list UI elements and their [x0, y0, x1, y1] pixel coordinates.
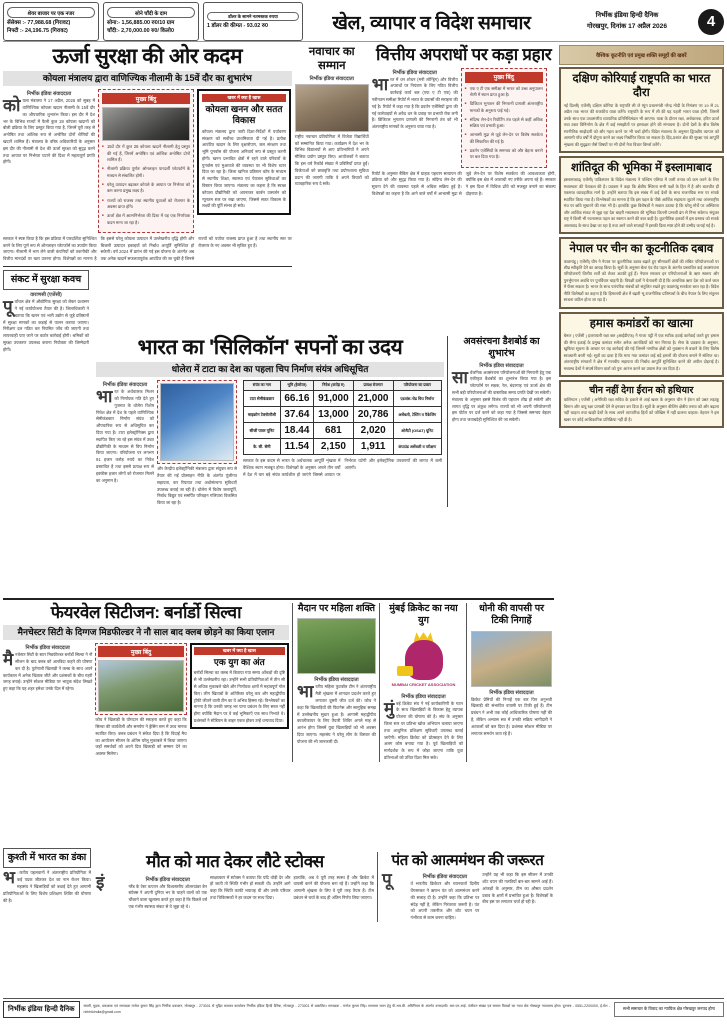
th-name: संयंत्र का नाम [244, 381, 281, 391]
finance-fact-box [461, 68, 547, 168]
article-korea-visit [559, 67, 724, 153]
gold-silver-box [103, 2, 199, 41]
cell-type: एडवांस-नोड चिप निर्माण [393, 390, 441, 406]
page-footer [3, 998, 724, 1018]
fact-item: ■ संदिग्ध लेन-देन रिपोर्टिंग तंत्र पहले से कहीं अधिक सक्रिय एवं प्रभावी हुआ। [465, 117, 543, 130]
article-pant [377, 852, 553, 922]
article-wrestling [3, 848, 91, 904]
article-dhoni [466, 603, 552, 762]
coal-mine-photo [102, 107, 190, 141]
dhoni-photo [471, 631, 552, 687]
silicon-byline: निर्भीक इंडिया संवाददाता [102, 382, 148, 389]
energy-byline: निर्भीक इंडिया संवाददाता [26, 91, 72, 98]
korea-title: दक्षिण कोरियाई राष्ट्रपति का भारत दौरा [572, 73, 711, 100]
silver-row: चाँदी:- 2,70,000.00 रु0/ किलो0 [107, 27, 174, 34]
fact-box-title: मुख्य बिंदु [98, 646, 183, 657]
side-box-title: कोयला खनन और सतत विकास [205, 104, 283, 126]
table-body [244, 390, 442, 454]
gold-row: सोना:- 1,56,885.00 रु0/10 ग्राम [107, 19, 175, 26]
women-sport-byline: निर्भीक इंडिया संवाददाता [314, 677, 359, 684]
iran-body: वाशिंगटन | एजेंसी | अमेरिकी रक्षा सचिव के हवाले से आई खबर के अनुसार चीन ने ईरान को उन्नत लड़ाकू विमान और वायु रक्षा प्रणाली देने से इनकार कर दिया है। सूत्रों के अनुसार बीजिंग क्षेत्रीय तनाव को और बढ़ाना नहीं चाहता तथा खाड़ी देशों के साथ अपने व्यापारिक हितों को जोखिम में नहीं डालना चाहता। तेहरान ने इस खबर पर कोई आधिकारिक प्रतिक्रिया नहीं दी है। [563, 397, 719, 422]
women-sport-title: मैदान पर महिला शक्ति [297, 603, 376, 614]
silicon-body2: सरकार के इस कदम से भारत के अर्धचालक आपूर्ति शृंखला में वैश्विक स्थान मजबूत होगा। विशेषज्ञों के अनुसार अगले तीन वर्षों में देश में चार बड़े संयंत्र कार्यशील हो जाएंगे जिससे आयात पर निर्भरता घटेगी और इलेक्ट्रॉनिक उपकरणों की लागत में कमी आएगी। [243, 457, 442, 477]
women-sport-dropcap: भा [297, 682, 314, 702]
th-investment: निवेश (करोड़ रु) [313, 381, 353, 391]
article-nepal-china [559, 237, 724, 309]
side-box-tag: खबर में क्या है खास [202, 94, 286, 102]
share-market-title: शेयर बाजार पर एक नजर [7, 7, 95, 18]
iran-title: चीन नहीं देगा ईरान को हथियार [589, 385, 694, 396]
wrestling-title: कुश्ती में भारत का डंका [7, 852, 87, 863]
fact-item: ■ प्रवर्तन एजेंसियों के समन्वय को और बेहतर बनाने पर बल दिया गया है। [465, 148, 543, 161]
cell-land: 18.44 [280, 422, 313, 438]
infra-dropcap: सा [452, 367, 468, 387]
cell-jobs: 2,020 [353, 422, 393, 438]
dollar-rate-value: 1 डॉलर की कीमत - 93.02 रु0 [207, 22, 268, 29]
infra-body: सार्वजनिक अवसंरचना परियोजनाओं की निगरानी हेतु एक एकीकृत डैशबोर्ड का शुभारंभ किया गया है। इस प्लेटफॉर्म पर सड़क, रेल, बंदरगाह एवं ऊर्जा क्षेत्र की सभी बड़ी परियोजनाओं की वास्तविक समय प्रगति देखी जा सकेगी। मंत्रालय के अनुसार इससे विलंब की पहचान शीघ्र हो सकेगी और लागत वृद्धि पर अंकुश लगेगा। राज्यों को भी अपनी परियोजनाएँ इस पोर्टल पर दर्ज करने को कहा गया है जिससे समन्वय बेहतर होगा तथा जवाबदेही सुनिश्चित की जा सकेगी। [452, 367, 551, 423]
cell-land: 11.54 [280, 438, 313, 454]
th-land: भूमि (हेक्टेयर) [280, 381, 313, 391]
finance-dropcap: भा [371, 74, 389, 94]
fact-item: ■ आभासी मुद्रा से जुड़े लेन-देन पर विशेष सतर्कता की सिफारिश की गई है। [465, 132, 543, 145]
security-body: पूर्वांचल क्षेत्र में औद्योगिक सुरक्षा को लेकर प्रशासन ने नई कार्ययोजना तैयार की है। जिलाधिकारी ने बताया कि खनन एवं भारी उद्योग से जुड़े प्रतिष्ठानों में सुरक्षा मानकों का कड़ाई से पालन कराया जाएगा। निरीक्षण दल गठित कर नियमित जाँच की जाएगी तथा लापरवाही पाए जाने पर कठोर कार्रवाई होगी। श्रमिकों को सुरक्षा उपकरण उपलब्ध कराना नियोक्ता की जिम्मेदारी होगी। [3, 297, 89, 352]
footer-logo: निर्भीक इंडिया हिन्दी दैनिक [3, 1001, 80, 1018]
fact-item: ■ डिजिटल भुगतान की निगरानी प्रणाली अंतरराष्ट्रीय मानकों के अनुरूप पाई गई। [465, 101, 543, 114]
page-title: खेल, व्यापार व विदेश समाचार [332, 12, 531, 34]
dhoni-title: धोनी की वापसी पर टिकी निगाहें [478, 603, 544, 627]
cell-jobs: 21,000 [353, 390, 393, 406]
pant-body: र्व भारतीय क्रिकेटर और चयनकर्ता दिलीप वेंगसरकर ने ऋषभ पंत को आत्ममंथन करने की सलाह दी है। उन्होंने कहा कि प्रतिभा पर संदेह नहीं है, लेकिन निरंतरता जरूरी है। पंत को अपनी तकनीक और शॉट चयन पर गंभीरता से काम करना चाहिए। [410, 881, 480, 921]
article-farewell-silva [3, 603, 289, 762]
side-box-body: कोयला मंत्रालय द्वारा जारी दिशा-निर्देशों में पर्यावरण संरक्षण को सर्वोच्च प्राथमिकता दी गई है। प्रत्येक आवंटित खदान के लिए वृक्षारोपण, जल संरक्षण तथा भूमि पुनर्वास की योजना अनिवार्य रूप से प्रस्तुत करनी होगी। खनन प्रभावित क्षेत्रों में रहने वाले परिवारों के पुनर्वास एवं मुआवजे की व्यवस्था पर भी विशेष ध्यान दिया जा रहा है। जिला खनिज प्रतिष्ठान कोष के माध्यम से स्थानीय शिक्षा, स्वास्थ्य एवं पेयजल सुविधाओं का विस्तार किया जाएगा। मंत्रालय का कहना है कि स्वच्छ कोयला प्रौद्योगिकी को अपनाकर कार्बन उत्सर्जन को न्यूनतम स्तर पर रखा जाएगा, जिससे सतत विकास के लक्ष्यों की पूर्ति संभव हो सके। [202, 128, 286, 209]
fact-box-title: मुख्य बिंदु [465, 72, 543, 83]
article-stokes [96, 852, 374, 922]
security-byline: वाराणसी (एजेंसी) [30, 292, 62, 299]
cell-investment: 91,000 [313, 390, 353, 406]
finance-byline: निर्भीक इंडिया संवाददाता [392, 69, 437, 76]
cell-type: कंपाउंड असेंबली व परीक्षण [393, 438, 441, 454]
side-box-body: बर्नार्डो सिल्वा का क्लब में बिताया गया समय आँकड़ों की दृष्टि से भी उल्लेखनीय रहा। उन्होंने सभी प्रतियोगिताओं में तीन सौ से अधिक मुकाबले खेले और निर्णायक क्षणों में महत्वपूर्ण गोल किए। लीग खिताबों के अतिरिक्त घरेलू कप और महाद्वीपीय ट्रॉफी जीतने वाली टीम का वे अभिन्न हिस्सा रहे। विश्लेषकों का मानना है कि उनकी जगह भर पाना प्रबंधन के लिए सरल नहीं होगा क्योंकि मैदान पर वे कई भूमिकाएँ एक साथ निभाते थे। प्रशंसकों ने स्टेडियम के बाहर एकत्र होकर उन्हें धन्यवाद दिया। [193, 670, 285, 724]
fact-item: ■ 15वें दौर में कुल 28 कोयला खदानें नीलामी हेतु प्रस्तुत की गई हैं, जिनमें अन्वेषित एवं आंशिक अन्वेषित दोनों शामिल हैं। [102, 144, 190, 164]
energy-headline: ऊर्जा सुरक्षा की ओर कदम [52, 45, 243, 68]
farewell-body: मैनचेस्टर सिटी के स्टार मिडफील्डर बर्नार्डो सिल्वा ने नौ सीजन के बाद क्लब को अलविदा कहने की घोषणा कर दी है। पुर्तगाली खिलाड़ी ने क्लब के साथ अपने कार्यकाल में अनेक खिताब जीते और प्रशंसकों के बीच गहरी जगह बनाई। उन्होंने सोशल मीडिया पर भावुक संदेश लिखते हुए कहा कि यह शहर हमेशा उनके दिल में रहेगा। [3, 650, 93, 692]
article-infra-dashboard [447, 336, 551, 507]
cell-investment: 13,000 [313, 406, 353, 422]
farewell-subhead: मैनचेस्टर सिटी के दिग्गज मिडफील्डर ने नौ साल बाद क्लब छोड़ने का किया एलान [3, 625, 289, 641]
article-women-sport [292, 603, 376, 762]
cell-plant-name: के. सी. सेमी [244, 438, 281, 454]
chip-wafer-photo [160, 383, 234, 461]
infra-title: अवसंरचना डैशबोर्ड का शुभारंभ [463, 336, 540, 360]
article-iran-china [559, 380, 724, 428]
security-title: संकट में सुरक्षा कवच [10, 273, 82, 285]
farewell-headline: फेयरवेल सिटीजन: बर्नार्डो सिल्वा [50, 603, 242, 622]
fact-item: ■ एफ ए टी एफ समीक्षा में भारत को उच्च अनुपालन श्रेणी में स्थान प्राप्त हुआ है। [465, 86, 543, 99]
article-hamas [559, 312, 724, 377]
innovation-and-finance [295, 45, 556, 198]
stokes-headline: मौत को मात देकर लौटे स्टोक्स [146, 852, 324, 871]
cell-jobs: 1,911 [353, 438, 393, 454]
fact-item: ■ घरेलू उत्पादन बढ़ाकर कोयले के आयात पर निर्भरता को कम करना प्रमुख लक्ष्य है। [102, 182, 190, 195]
silicon-dropcap: भा [96, 387, 113, 407]
stokes-body3: हालांकि, अब वे पूरी तरह स्वस्थ हैं और क्रिकेट में वापसी करने की योजना बना रहे हैं। उन्होंने कहा कि आगामी श्रृंखला के लिए वे पूरी तरह तैयार हैं। टीम प्रबंधन से चर्चा के बाद ही अंतिम निर्णय लिया जाएगा। [293, 874, 374, 900]
sensex-row: सेंसेक्स :- 77,988.68 (गिरावट) [7, 19, 71, 26]
energy-side-box [197, 89, 291, 215]
cell-plant-name: सीजी पावर यूनिट [244, 422, 281, 438]
table-row [244, 438, 442, 454]
masthead-right [556, 2, 724, 41]
energy-dropcap: को [3, 96, 21, 116]
pant-body2: उन्होंने यह भी कहा कि इस सीजन में उनकी शॉट चयन की गलतियाँ बार-बार सामने आई हैं। आंकड़ों के अनुसार, टीम का औसत प्रदर्शन दबाव के क्षणों में प्रभावित हुआ है। विशेषज्ञों के बीच इस पर लगातार चर्चा हो रही है। [482, 872, 553, 905]
infra-byline: निर्भीक इंडिया संवाददाता [479, 362, 524, 369]
side-box-tag: खबर में क्या है खास [194, 647, 285, 655]
energy-subhead: कोयला मंत्रालय द्वारा वाणिज्यिक नीलामी के 15वें दौर का शुभारंभ [3, 71, 292, 87]
women-sport-body: भारतीय महिला फुटबॉल टीम ने अंतरराष्ट्रीय मैत्री श्रृंखला में शानदार प्रदर्शन करते हुए लगातार दूसरी जीत दर्ज की। कोच ने कहा कि खिलाड़ियों की फिटनेस और सामूहिक समझ में उल्लेखनीय सुधार हुआ है। आगामी महाद्वीपीय क्वालीफायर के लिए तैयारी शिविर अगले माह से आरंभ होगा जिसमें युवा खिलाड़ियों को भी अवसर दिया जाएगा। महासंघ ने घरेलू लीग के विस्तार की योजना की भी जानकारी दी। [297, 682, 376, 744]
pant-dropcap: पू [382, 870, 392, 890]
footer-jurisdiction: सभी समाचार के विवाद का न्यायिक क्षेत्र गोरखपुर जनपद होगा [614, 1002, 724, 1016]
bottom-band [96, 852, 554, 922]
islamabad-title: शांतिदूत की भूमिका में इस्लामाबाद [571, 162, 712, 175]
fact-list [102, 144, 190, 226]
lion-icon [405, 640, 443, 680]
innovation-title: नवाचार का सम्मान [308, 46, 355, 73]
silicon-body: भारत के अर्धचालक मिशन को निर्णायक गति देते हुए गुजरात के धोलेरा विशेष निवेश क्षेत्र में देश के पहले वाणिज्यिक सेमीकंडक्टर निर्माण संयंत्र को औपचारिक रूप से अधिसूचित कर दिया गया है। टाटा इलेक्ट्रॉनिक्स द्वारा स्थापित किए जा रहे इस संयंत्र में उन्नत प्रौद्योगिकी के माध्यम से चिप निर्माण किया जाएगा। परियोजना पर लगभग 91 हजार करोड़ रुपये का निवेश प्रस्तावित है तथा इससे प्रत्यक्ष रूप से इक्कीस हजार लोगों को रोजगार मिलने का अनुमान है। [96, 387, 154, 483]
table-header-row [244, 381, 442, 391]
article-energy-security [3, 45, 292, 263]
hamas-title: हमास कमांडरों का खात्मा [589, 317, 693, 330]
th-jobs: प्रत्यक्ष रोजगार [353, 381, 393, 391]
th-type: परियोजना का प्रकार [393, 381, 441, 391]
innovation-photo [295, 84, 369, 132]
hamas-body: बेरूत | एजेंसी | इजरायली रक्षा बल (आईडीएफ) ने गाजा पट्टी में एक सटीक हवाई कार्रवाई करते हुए हमास की सैन्य इकाई के प्रमुख कमांडर समेत अनेक आतंकियों को मार गिराया है। सेना के प्रवक्ता के अनुसार, खुफिया सूचना के आधार पर यह कार्रवाई की गई जिसमें नागरिक क्षेत्रों को नुकसान से बचाने के लिए विशेष सावधानी बरती गई। सूत्रों का दावा है कि मारा गया कमांडर कई बड़े हमलों की योजना बनाने में संलिप्त था। अंतरराष्ट्रीय संगठनों ने क्षेत्र में मानवीय सहायता की निर्बाध आपूर्ति सुनिश्चित करने की अपील दोहराई है। मध्यस्थ देशों ने संघर्ष विराम वार्ता को पुनः आरंभ करने का प्रयास तेज कर दिया है। [563, 333, 719, 371]
dhoni-byline: निर्भीक इंडिया संवाददाता [489, 689, 534, 696]
nifty-row: निफ्टी :- 24,196.75 (गिरावट) [7, 27, 68, 34]
energy-body-continued: सरकार ने स्पष्ट किया है कि इस प्रक्रिया में पारदर्शिता सुनिश्चित करने के लिए पूर्ण रूप से ऑनलाइन प्लेटफॉर्म का उपयोग किया जाएगा। नीलामी में भाग लेने वाली कंपनियों को तकनीकी और वित्तीय मानदंडों पर खरा उतरना होगा। विशेषज्ञों का मानना है कि इससे घरेलू कोयला उत्पादन में उल्लेखनीय वृद्धि होगी और बिजली उत्पादन इकाइयों को निर्बाध आपूर्ति सुनिश्चित हो सकेगी। वर्ष 2024 में प्रारंभ की गई इस योजना के अंतर्गत अब तक अनेक खदानें सफलतापूर्वक आवंटित की जा चुकी हैं जिनसे राज्यों को पर्याप्त राजस्व प्राप्त हुआ है तथा स्थानीय स्तर पर रोजगार के नए अवसर भी सृजित हुए हैं। [3, 235, 292, 262]
korea-body: नई दिल्ली| एजेंसी| दक्षिण कोरिया के राष्ट्रपति ली जे म्युंग प्रधानमंत्री नरेन्द्र मोदी के निमंत्रण पर 19 से 21 अप्रैल तक भारत की राजकीय यात्रा करेंगे। राष्ट्रपति के रूप में ली की यह पहली भारत यात्रा होगी, जिसमें उनके साथ एक उच्चस्तरीय व्यापारिक प्रतिनिधिमंडल भी आएगा। यात्रा के दौरान रक्षा, अर्धचालक, हरित ऊर्जा तथा उन्नत विनिर्माण के क्षेत्र में कई समझौतों पर हस्ताक्षर होने की संभावना है। दोनों देशों के बीच विशेष रणनीतिक साझेदारी को और गहरा करने पर भी चर्चा होगी। विदेश मंत्रालय के अनुसार द्विपक्षीय व्यापार को आगामी पाँच वर्षों में दोगुना करने का लक्ष्य निर्धारित किया जा सकता है। हिंद-प्रशांत क्षेत्र की सुरक्षा एवं आपूर्ति शृंखला की सुदृढ़ता जैसे विषयों पर भी दोनों नेता विचार विमर्श करेंगे। [563, 102, 719, 147]
fact-box-title: मुख्य बिंदु [102, 93, 190, 104]
farewell-dropcap: मै [3, 650, 14, 670]
finance-headline: वित्तीय अपराधों पर कड़ा प्रहार [376, 45, 552, 64]
cell-plant-name: टाटा सेमीकंडक्टर [244, 390, 281, 406]
mumbai-cricket-body: मुंबई क्रिकेट संघ ने नई कार्यकारिणी के गठन के साथ खिलाड़ियों के विकास हेतु व्यापक योजना की घोषणा की है। संघ के अनुसार जिला स्तर पर प्रतिभा खोज अभियान चलाया जाएगा तथा आधुनिक प्रशिक्षण सुविधाएँ उपलब्ध कराई जाएँगी। महिला क्रिकेट को प्रोत्साहन देने के लिए अलग कोष बनाया गया है। पूर्व खिलाड़ियों को मार्गदर्शक के रूप में जोड़ा जाएगा ताकि युवा प्रतिभाओं को उचित दिशा मिल सके। [384, 698, 463, 761]
right-column [559, 45, 724, 431]
footer-imprint: स्वामी, मुद्रक, प्रकाशक एवं सम्पादक मनोज कुमार सिंह द्वारा निर्भीक प्रकाशन, गोरखपुर - 273001 से मुद्रित कराकर कार्यालय निर्भीक इंडिया हिन्दी दैनिक, गोरखपुर - 273001 से प्रकाशित। सम्पादक - मनोज कुमार सिंह। समाचार चयन हेतु पी.आर.बी. अधिनियम के अंतर्गत उत्तरदायी। आर.एन.आई. पंजीयन संख्या एवं समस्त विवादों का न्याय क्षेत्र गोरखपुर न्यायालय होगा। दूरभाष - 0551-2200000, ई-मेल - nirbhikindia@gmail.com [83, 1003, 610, 1014]
finance-body: भारत में धन शोधन (मनी लॉन्ड्रिंग) और वित्तीय अपराधों पर नियंत्रण के लिए गठित वित्तीय कार्रवाई कार्य बल (एफ ए टी एफ) की नवीनतम समीक्षा रिपोर्ट में भारत के प्रयासों की सराहना की गई है। रिपोर्ट में कहा गया है कि प्रवर्तन एजेंसियों द्वारा की गई कार्रवाइयों से अवैध धन के प्रवाह पर प्रभावी रोक लगी है। डिजिटल भुगतान प्रणाली की निगरानी तंत्र को भी अंतरराष्ट्रीय मानकों के अनुरूप पाया गया है। [371, 74, 458, 130]
article-mumbai-cricket [379, 603, 463, 762]
innovation-body: राष्ट्रीय नवाचार प्रतियोगिता में विजेता विद्यार्थियों को सम्मानित किया गया। कार्यक्रम में देश भर के विभिन्न विद्यालयों से आए प्रतिभागियों ने अपने मौलिक प्रयोग प्रस्तुत किए। आयोजकों ने बताया कि इस वर्ष रिकॉर्ड संख्या में प्रविष्टियाँ प्राप्त हुईं। विजेताओं को छात्रवृत्ति तथा प्रयोगशाला सुविधा प्रदान की जाएगी ताकि वे अपने विचारों को व्यावहारिक रूप दे सकें। [294, 133, 369, 187]
farewell-byline: निर्भीक इंडिया संवाददाता [25, 645, 70, 652]
stokes-body2: साक्षात्कार में स्टोक्स ने बताया कि यदि थोड़ी देर और हो जाती तो स्थिति गंभीर हो सकती थी। उन्होंने आगे कहा कि स्थिति काफी भयावह थी और उनके परिवार तथा चिकित्सकों ने हर कदम पर साथ दिया। [210, 874, 291, 900]
stokes-byline: निर्भीक इंडिया संवाददाता [145, 876, 190, 883]
paper-name: निर्भीक इंडिया हिन्दी दैनिक [595, 11, 659, 19]
security-dropcap: पू [3, 297, 13, 317]
energy-body: कोयला मंत्रालय ने 17 अप्रैल, 2026 को सुबह में वाणिज्यिक कोयला खदान नीलामी के 15वें दौर का औपचारिक शुभारंभ किया। इस दौर में देश भर के विभिन्न राज्यों में फैली कुल 28 कोयला खदानों को बोली प्रक्रिया के लिए प्रस्तुत किया गया है, जिनमें पूरी तरह से अन्वेषित तथा आंशिक रूप से अन्वेषित दोनों श्रेणियों की खदानें शामिल हैं। मंत्रालय के वरिष्ठ अधिकारियों के अनुसार इस दौर की नीलामी से देश की ऊर्जा सुरक्षा को सुदृढ़ करने तथा आयात पर निर्भरता घटाने की दिशा में महत्वपूर्ण प्रगति होगी। [3, 96, 95, 165]
table-row [244, 406, 442, 422]
farewell-body-continued: कोच ने खिलाड़ी के योगदान की सराहना करते हुए कहा कि सिल्वा की कार्यशैली और समर्पण ने ड्रेसिंग रूम में उच्च मानक स्थापित किए। क्लब प्रबंधन ने संकेत दिया है कि विदाई मैच का आयोजन सीजन के अंतिम घरेलू मुकाबले में किया जाएगा जहाँ समर्थकों को अपने प्रिय खिलाड़ी को सम्मान देने का अवसर मिलेगा। [95, 717, 187, 757]
semiconductor-plants-table [243, 380, 442, 455]
silva-photo-box [95, 643, 186, 715]
article-silicon [96, 336, 554, 507]
share-market-box [3, 2, 99, 41]
silicon-headline: भारत का 'सिलिकॉन' सपनों का उदय [137, 336, 403, 359]
sports-band [3, 598, 554, 762]
table-row [244, 390, 442, 406]
cell-type: ओसैटी (OSAT) यूनिट [393, 422, 441, 438]
gold-silver-title: सोने चाँदी के दाम [107, 7, 195, 18]
stokes-dropcap: इं [96, 872, 105, 892]
cell-investment: 681 [313, 422, 353, 438]
fact-item: ■ ऊर्जा क्षेत्र में आत्मनिर्भरता की दिशा में यह एक निर्णायक कदम माना जा रहा है। [102, 213, 190, 226]
article-innovation [295, 45, 369, 198]
stokes-body: ग्लैंड के टेस्ट कप्तान और विश्वस्तरीय ऑलराउंडर बेन स्टोक्स ने अपनी दुनिया भर के चाहने वालों को एक चौंकाने वाला खुलासा करते हुए कहा है कि पिछले वर्ष एक गंभीर स्वास्थ्य संकट से वे जूझ रहे थे। [128, 883, 207, 909]
fact-item: ■ राज्यों को राजस्व तथा स्थानीय युवाओं को रोजगार के अवसर प्राप्त होंगे। [102, 198, 190, 211]
islamabad-body: इस्लामाबाद| एजेंसी| पाकिस्तान के विदेश मंत्रालय ने पश्चिम एशिया में जारी तनाव को कम करने के लिए मध्यस्थता की पेशकश की है। प्रवक्ता ने कहा कि क्षेत्रीय स्थिरता सभी पक्षों के हित में है और बातचीत ही एकमात्र व्यावहारिक मार्ग है। उन्होंने बताया कि इस संबंध में कई देशों के साथ राजनयिक स्तर पर संपर्क स्थापित किया गया है। विश्लेषकों का मानना है कि इस पहल के पीछे आर्थिक सहायता जुटाने तथा अंतरराष्ट्रीय मंच पर छवि सुधारने की मंशा भी है। हालांकि कुछ विशेषज्ञों ने सवाल उठाया है कि घरेलू मोर्चे पर अस्थिरता और आर्थिक संकट से जूझ रहा देश बाहरी मध्यस्थता की भूमिका कितनी प्रभावी ढंग से निभा सकेगा। संयुक्त राष्ट्र ने किसी भी रचनात्मक पहल का स्वागत करने की बात कही है। कूटनीतिक हलकों में इस प्रस्ताव को सतर्क आशावाद के साथ देखा जा रहा है तथा आने वाले सप्ताहों में इसकी दिशा स्पष्ट होने की उम्मीद जताई गई है। [563, 177, 719, 228]
article-security-shield [3, 270, 89, 354]
article-islamabad [559, 156, 724, 234]
mumbai-cricket-title: मुंबई क्रिकेट का नया युग [389, 603, 458, 627]
cell-type: असेंबली, टेस्टिंग व पैकेजिंग [393, 406, 441, 422]
cell-jobs: 20,786 [353, 406, 393, 422]
mumbai-cricket-dropcap: मुं [384, 698, 395, 718]
cell-investment: 2,150 [313, 438, 353, 454]
farewell-side-box [190, 643, 289, 729]
silva-player-photo [98, 660, 183, 712]
nepal-body: काठमांडू | एजेंसी| चीन ने नेपाल पर कूटनीतिक दबाव बढ़ाते हुए सीमावर्ती क्षेत्रों की लंबित परियोजनाओं पर शीघ्र स्वीकृति देने का आग्रह किया है। सूत्रों के अनुसार बेल्ट एंड रोड पहल के अंतर्गत प्रस्तावित कई अवसंरचना परियोजनाएँ वित्तीय शर्तों को लेकर अटकी हुई हैं। नेपाल सरकार इन परियोजनाओं के ऋण स्वरूप और पुनर्भुगतान अवधि पर पुनर्विचार चाहती है। विपक्षी दलों ने चेतावनी दी है कि अत्यधिक ऋण देश को कर्ज जाल में फँसा सकता है। भारत के साथ पारंपरिक संबंधों को संतुलित रखते हुए काठमांडू सतर्कता बरत रहा है। विदेश नीति विशेषज्ञों का कहना है कि हिमालयी क्षेत्र में बढ़ती भू-राजनीतिक प्रतिस्पर्धा के बीच नेपाल के लिए संतुलन साधना कठिन होता जा रहा है। [563, 258, 719, 303]
fact-list [465, 86, 543, 161]
side-box-title: एक युग का अंत [213, 657, 265, 668]
wrestling-body: भ ारतीय पहलवानों ने अंतरराष्ट्रीय प्रतियोगिता में कई पदक जीतकर देश का नाम रोशन किया। महासंघ ने खिलाड़ियों को बधाई देते हुए आगामी प्रतियोगिताओं के लिए विशेष प्रशिक्षण शिविर की घोषणा की है। [3, 868, 91, 903]
energy-fact-box [98, 89, 194, 233]
finance-body-continued: रिपोर्ट के अनुसार बैंकिंग क्षेत्र में ग्राहक पहचान सत्यापन की प्रक्रिया को और सुदृढ़ किया गया है। संदिग्ध लेन-देन की सूचना देने की व्यवस्था पहले से अधिक सक्रिय हुई है। विशेषज्ञों का कहना है कि आने वाले वर्षों में आभासी मुद्रा से जुड़े लेन-देन पर विशेष सतर्कता की आवश्यकता होगी, क्योंकि इस क्षेत्र में अपराधी नए तरीके अपना रहे हैं। सरकार ने इस दिशा में विधिक ढाँचे को मजबूत बनाने का संकल्प दोहराया है। [371, 170, 556, 196]
nepal-title: नेपाल पर चीन का कूटनीतिक दबाव [569, 243, 714, 256]
silicon-photo-box [157, 380, 237, 464]
cell-land: 37.64 [280, 406, 313, 422]
mca-logo [384, 628, 463, 692]
silicon-body3: और केन्द्रीय इलेक्ट्रॉनिकी मंत्रालय द्वारा संयुक्त रूप से तैयार की गई प्रोत्साहन नीति के अंतर्गत पूंजीगत सहायता, कर रियायत तथा अधोसंरचना सुविधाएँ उपलब्ध कराई जा रही हैं। धोलेरा में विशेष जलापूर्ति, निर्बाध विद्युत एवं समर्पित परिवहन गलियारा विकसित किया जा रहा है। [157, 466, 237, 506]
cell-plant-name: माइक्रोन टेक्नोलॉजी [244, 406, 281, 422]
fact-item: ■ नीलामी प्रक्रिया पूर्णतः ऑनलाइन पारदर्शी प्लेटफॉर्म के माध्यम से संचालित होगी। [102, 166, 190, 179]
table-row [244, 422, 442, 438]
women-football-photo [297, 618, 376, 674]
mca-logo-label: MUMBAI CRICKET ASSOCIATION [391, 682, 456, 688]
masthead-strip [3, 2, 724, 42]
silicon-subhead: धोलेरा में टाटा का देश का पहला चिप निर्माण संयंत्र अधिसूचित [96, 362, 444, 378]
page-number-badge: 4 [698, 9, 724, 35]
dollar-rate-box [203, 2, 303, 41]
wrestling-dropcap: भ [3, 868, 15, 888]
pant-headline: पंत को आत्ममंथन की जरूरत [391, 852, 544, 869]
dollar-rate-title: डॉलर के सामने नतमस्तक रुपया [207, 12, 299, 21]
place-date: गोरखपुर, दिनांक 17 अप्रैल 2026 [586, 22, 667, 30]
cell-land: 66.16 [280, 390, 313, 406]
article-financial-crime [372, 45, 556, 198]
innovation-byline: निर्भीक इंडिया संवाददाता [309, 75, 354, 82]
pant-byline: निर्भीक इंडिया संवाददाता [422, 874, 468, 881]
mumbai-cricket-byline: निर्भीक इंडिया संवाददाता [401, 693, 446, 700]
dhoni-body: क्रिकेट प्रेमियों की निगाहें एक बार फिर अनुभवी खिलाड़ी की संभावित वापसी पर टिकी हुई हैं। टीम प्रबंधन ने अभी तक कोई आधिकारिक घोषणा नहीं की है, लेकिन अभ्यास सत्र में उनकी सक्रिय भागीदारी ने अटकलों को बल दिया है। प्रशंसक सोशल मीडिया पर लगातार समर्थन जता रहे हैं। [471, 696, 552, 736]
world-news-banner: वैश्विक कूटनीति एवं प्रमुख शक्ति समूहों की खबरें [559, 45, 724, 65]
